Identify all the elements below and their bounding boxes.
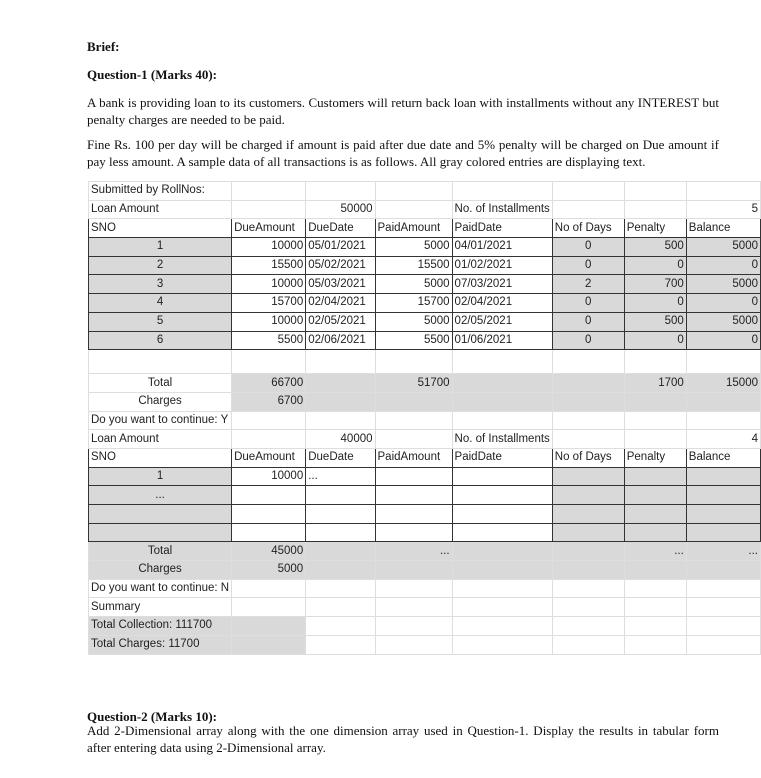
sheet-cell: 4 [89, 294, 232, 313]
sheet-cell: 0 [686, 256, 760, 275]
sheet-row [89, 350, 761, 374]
sheet-cell: 500 [624, 312, 686, 331]
sheet-row [89, 219, 761, 238]
sheet-cell: 6700 [232, 392, 306, 411]
sheet-cell [452, 617, 552, 636]
sheet-cell: Do you want to continue: Y [89, 411, 232, 430]
sheet-cell [552, 486, 624, 505]
sheet-cell: Penalty [624, 219, 686, 238]
sheet-cell [624, 579, 686, 598]
sheet-cell: Summary [89, 598, 232, 617]
sheet-row [89, 561, 761, 580]
question2-title: Question-2 (Marks 10): [87, 709, 217, 724]
sheet-cell [375, 182, 452, 201]
sheet-cell [686, 505, 760, 524]
sheet-row [89, 542, 761, 561]
sheet-cell: No. of Installments [452, 200, 552, 219]
sheet-row [89, 312, 761, 331]
sheet-cell: 1 [89, 467, 232, 486]
sheet-cell: 15500 [232, 256, 306, 275]
sheet-cell: 5000 [686, 238, 760, 257]
sheet-cell [624, 350, 686, 374]
sheet-cell [306, 374, 375, 393]
sheet-cell [624, 505, 686, 524]
sheet-cell: 10000 [232, 238, 306, 257]
sheet-cell [232, 430, 306, 449]
sheet-cell [89, 505, 232, 524]
sheet-cell [552, 182, 624, 201]
sheet-cell [375, 350, 452, 374]
sheet-row [89, 411, 761, 430]
sheet-cell [686, 182, 760, 201]
sheet-cell [306, 598, 375, 617]
sheet-cell [306, 561, 375, 580]
sheet-cell: Loan Amount [89, 200, 232, 219]
sheet-cell [375, 486, 452, 505]
sheet-row [89, 617, 761, 636]
sheet-cell [686, 392, 760, 411]
sheet-row [89, 200, 761, 219]
sheet-cell: DueAmount [232, 448, 306, 467]
sheet-cell [306, 392, 375, 411]
sheet-cell: 0 [552, 312, 624, 331]
sheet-cell [452, 392, 552, 411]
sheet-cell: Submitted by RollNos: [89, 182, 232, 201]
sheet-cell [624, 617, 686, 636]
sheet-cell [452, 350, 552, 374]
sheet-cell [686, 598, 760, 617]
sheet-cell: Loan Amount [89, 430, 232, 449]
sheet-cell [552, 523, 624, 542]
sheet-cell [686, 523, 760, 542]
sheet-cell: Total Charges: 11700 [89, 635, 232, 654]
sample-data-spreadsheet [88, 181, 761, 655]
sheet-cell [686, 561, 760, 580]
sheet-cell [686, 486, 760, 505]
sheet-cell: 05/02/2021 [306, 256, 375, 275]
sheet-cell [552, 561, 624, 580]
sheet-cell: 2 [89, 256, 232, 275]
sheet-cell: 04/01/2021 [452, 238, 552, 257]
sheet-cell: 15700 [375, 294, 452, 313]
sheet-cell: 01/02/2021 [452, 256, 552, 275]
sheet-cell [232, 598, 306, 617]
sheet-cell [624, 430, 686, 449]
sheet-cell: 5500 [232, 331, 306, 350]
sheet-cell [232, 411, 306, 430]
sheet-cell: 05/01/2021 [306, 238, 375, 257]
sheet-cell: 15700 [232, 294, 306, 313]
sheet-cell [552, 411, 624, 430]
question2-paragraph: Add 2-Dimensional array along with the one dimension array used in Question-1. Display the results in tabular form after entering data using 2-Dimensional array. [87, 723, 719, 755]
sheet-cell [686, 411, 760, 430]
sheet-cell: 10000 [232, 275, 306, 294]
sheet-cell [306, 411, 375, 430]
sheet-row [89, 331, 761, 350]
sheet-cell: No. of Installments [452, 430, 552, 449]
sheet-cell: SNO [89, 448, 232, 467]
sheet-cell: ... [89, 486, 232, 505]
sheet-cell [306, 617, 375, 636]
sheet-cell [306, 579, 375, 598]
sheet-cell [375, 617, 452, 636]
sheet-row [89, 598, 761, 617]
sheet-cell: 6 [89, 331, 232, 350]
sheet-cell [624, 486, 686, 505]
sheet-cell [375, 467, 452, 486]
sheet-cell [552, 635, 624, 654]
sheet-cell [452, 467, 552, 486]
sheet-cell [686, 635, 760, 654]
sheet-cell: 0 [552, 238, 624, 257]
sheet-row [89, 275, 761, 294]
sheet-cell [624, 598, 686, 617]
sheet-cell: 40000 [306, 430, 375, 449]
sheet-cell [375, 598, 452, 617]
sheet-cell: 2 [552, 275, 624, 294]
sheet-cell: DueDate [306, 448, 375, 467]
sheet-cell [375, 561, 452, 580]
sheet-row [89, 294, 761, 313]
sheet-cell [552, 542, 624, 561]
sheet-cell [306, 635, 375, 654]
sheet-cell: 02/04/2021 [452, 294, 552, 313]
sheet-cell: 02/04/2021 [306, 294, 375, 313]
sheet-cell: 01/06/2021 [452, 331, 552, 350]
sheet-cell [232, 350, 306, 374]
question1-paragraph-1: A bank is providing loan to its customers. Customers will return back loan with installments without any INTEREST but penalty charges are needed to be paid. [87, 95, 719, 127]
sheet-cell: 05/03/2021 [306, 275, 375, 294]
sheet-cell [452, 579, 552, 598]
sheet-cell [232, 635, 306, 654]
sheet-cell [552, 598, 624, 617]
sheet-cell: 15000 [686, 374, 760, 393]
sheet-cell [686, 350, 760, 374]
sheet-cell [232, 182, 306, 201]
sheet-row [89, 430, 761, 449]
sheet-cell [306, 505, 375, 524]
sheet-cell: 5000 [375, 312, 452, 331]
sheet-cell: Balance [686, 448, 760, 467]
sheet-row [89, 635, 761, 654]
sheet-cell: 1700 [624, 374, 686, 393]
sheet-cell [552, 505, 624, 524]
question1-title: Question-1 (Marks 40): [87, 67, 217, 82]
sheet-row [89, 238, 761, 257]
sheet-cell: No of Days [552, 219, 624, 238]
sheet-row [89, 505, 761, 524]
sheet-cell: 3 [89, 275, 232, 294]
sheet-cell: Charges [89, 392, 232, 411]
sheet-cell: 5500 [375, 331, 452, 350]
sheet-cell [375, 392, 452, 411]
sheet-cell: Total Collection: 111700 [89, 617, 232, 636]
sheet-cell: 5000 [232, 561, 306, 580]
sheet-cell [306, 182, 375, 201]
sheet-cell [232, 505, 306, 524]
sheet-row [89, 467, 761, 486]
sheet-cell: 02/05/2021 [306, 312, 375, 331]
sheet-row [89, 448, 761, 467]
sheet-cell [552, 350, 624, 374]
sheet-cell: 50000 [306, 200, 375, 219]
sheet-cell [375, 430, 452, 449]
sheet-cell: 5 [686, 200, 760, 219]
sheet-cell [552, 392, 624, 411]
sheet-cell: DueAmount [232, 219, 306, 238]
sheet-cell: 5000 [686, 312, 760, 331]
brief-heading: Brief: [87, 39, 120, 54]
sheet-cell [306, 523, 375, 542]
sheet-cell [552, 200, 624, 219]
sheet-cell: 500 [624, 238, 686, 257]
sheet-cell [452, 486, 552, 505]
sheet-cell: 10000 [232, 467, 306, 486]
sheet-cell: 0 [686, 331, 760, 350]
sheet-cell: 0 [686, 294, 760, 313]
sheet-cell [624, 392, 686, 411]
sheet-cell: No of Days [552, 448, 624, 467]
sheet-cell [624, 411, 686, 430]
sheet-cell [452, 182, 552, 201]
sheet-cell: 51700 [375, 374, 452, 393]
sheet-cell [232, 617, 306, 636]
sheet-cell: 4 [686, 430, 760, 449]
sheet-cell: SNO [89, 219, 232, 238]
sheet-cell [624, 182, 686, 201]
sheet-cell: 0 [552, 331, 624, 350]
sheet-cell: ... [686, 542, 760, 561]
sheet-row [89, 486, 761, 505]
sheet-cell: PaidDate [452, 219, 552, 238]
sheet-cell [306, 486, 375, 505]
sheet-cell: 07/03/2021 [452, 275, 552, 294]
sheet-cell [89, 350, 232, 374]
sheet-cell [552, 617, 624, 636]
sheet-cell [232, 523, 306, 542]
sheet-cell: 02/05/2021 [452, 312, 552, 331]
sheet-cell: ... [375, 542, 452, 561]
sheet-row [89, 523, 761, 542]
sheet-cell [686, 467, 760, 486]
sheet-cell: 10000 [232, 312, 306, 331]
sheet-cell [686, 617, 760, 636]
sheet-cell: 02/06/2021 [306, 331, 375, 350]
sheet-cell [452, 523, 552, 542]
sheet-cell: Penalty [624, 448, 686, 467]
sheet-cell [552, 430, 624, 449]
sheet-cell [624, 561, 686, 580]
sheet-cell: 0 [552, 294, 624, 313]
sheet-row [89, 579, 761, 598]
sheet-cell: 700 [624, 275, 686, 294]
sheet-cell [375, 635, 452, 654]
sheet-cell [624, 635, 686, 654]
sheet-cell: 0 [552, 256, 624, 275]
sheet-cell [375, 523, 452, 542]
sheet-cell [452, 635, 552, 654]
sheet-cell: 5 [89, 312, 232, 331]
sheet-row [89, 392, 761, 411]
sheet-cell: Do you want to continue: N [89, 579, 232, 598]
sheet-cell: DueDate [306, 219, 375, 238]
sheet-cell [686, 579, 760, 598]
sheet-cell: Charges [89, 561, 232, 580]
sheet-cell [375, 411, 452, 430]
sheet-cell: 0 [624, 331, 686, 350]
sheet-cell: 5000 [375, 275, 452, 294]
sheet-cell [452, 598, 552, 617]
sheet-cell: Balance [686, 219, 760, 238]
sheet-row [89, 256, 761, 275]
sheet-cell [306, 542, 375, 561]
sheet-cell [452, 505, 552, 524]
sheet-cell: 5000 [375, 238, 452, 257]
sheet-cell: 5000 [686, 275, 760, 294]
sheet-cell [624, 200, 686, 219]
sheet-cell: ... [306, 467, 375, 486]
sheet-cell: Total [89, 542, 232, 561]
sheet-cell: PaidDate [452, 448, 552, 467]
sheet-cell [552, 374, 624, 393]
sheet-cell [232, 200, 306, 219]
sheet-cell [624, 523, 686, 542]
sheet-cell [375, 505, 452, 524]
sheet-cell [624, 467, 686, 486]
sheet-cell: PaidAmount [375, 448, 452, 467]
sheet-cell: 0 [624, 256, 686, 275]
sheet-cell: PaidAmount [375, 219, 452, 238]
sheet-cell: ... [624, 542, 686, 561]
sheet-cell: Total [89, 374, 232, 393]
sheet-cell: 0 [624, 294, 686, 313]
sheet-cell [375, 579, 452, 598]
sheet-cell [552, 467, 624, 486]
sheet-cell [232, 579, 306, 598]
sheet-cell: 66700 [232, 374, 306, 393]
sheet-cell [306, 350, 375, 374]
sheet-cell [452, 561, 552, 580]
sheet-cell: 15500 [375, 256, 452, 275]
sheet-cell [89, 523, 232, 542]
sheet-cell: 1 [89, 238, 232, 257]
sheet-row [89, 374, 761, 393]
sheet-cell [452, 411, 552, 430]
sheet-cell [552, 579, 624, 598]
sheet-row [89, 182, 761, 201]
question1-paragraph-2: Fine Rs. 100 per day will be charged if amount is paid after due date and 5% penalty will be charged on Due amount if pay less amount. A sample data of all transactions is as follows. All gray colored entries are displaying text. [87, 137, 719, 169]
sheet-cell [232, 486, 306, 505]
sheet-cell [375, 200, 452, 219]
sheet-cell [452, 542, 552, 561]
sheet-cell [452, 374, 552, 393]
sheet-cell: 45000 [232, 542, 306, 561]
